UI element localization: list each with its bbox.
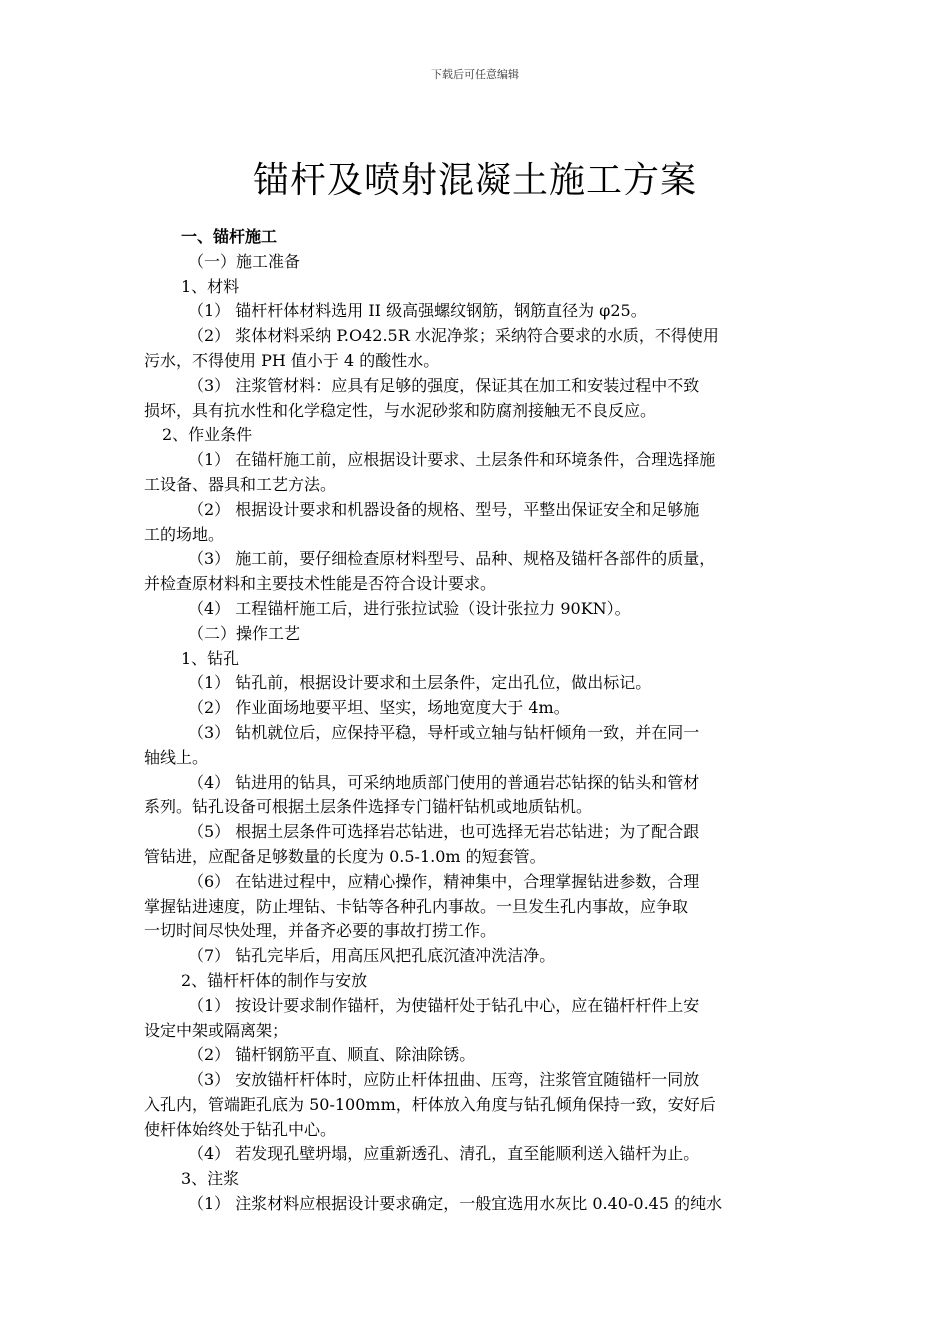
paragraph-line: （2） 浆体材料采纳 P.O42.5R 水泥净浆；采纳符合要求的水质，不得使用 [188, 326, 719, 346]
paragraph-line: 1、材料 [181, 276, 240, 296]
paragraph-line: （2） 根据设计要求和机器设备的规格、型号，平整出保证安全和足够施 [188, 499, 700, 519]
paragraph-line: 设定中架或隔离架； [144, 1020, 289, 1040]
paragraph-line: 污水，不得使用 PH 值小于 4 的酸性水。 [144, 350, 440, 370]
paragraph-line: 2、作业条件 [162, 425, 253, 445]
paragraph-line: （3） 施工前，要仔细检查原材料型号、品种、规格及锚杆各部件的质量， [188, 549, 716, 569]
paragraph-line: 并检查原材料和主要技术性能是否符合设计要求。 [144, 574, 497, 594]
paragraph-line: 轴线上。 [144, 747, 209, 767]
paragraph-line: 入孔内，管端距孔底为 50-100mm，杆体放入角度与钻孔倾角保持一致，安好后 [144, 1094, 716, 1114]
document-body [144, 225, 808, 1217]
paragraph-line: 工设备、器具和工艺方法。 [144, 474, 337, 494]
paragraph-line: （3） 注浆管材料：应具有足够的强度，保证其在加工和安装过程中不致 [188, 375, 700, 395]
paragraph-line: 使杆体始终处于钻孔中心。 [144, 1119, 337, 1139]
paragraph-line: （4） 钻进用的钻具，可采纳地质部门使用的普通岩芯钻探的钻头和管材 [188, 772, 700, 792]
paragraph-line: （1） 注浆材料应根据设计要求确定，一般宜选用水灰比 0.40-0.45 的纯水 [188, 1194, 723, 1214]
paragraph-line: 3、注浆 [181, 1169, 240, 1189]
paragraph-line: （2） 锚杆钢筋平直、顺直、除油除锈。 [188, 1045, 476, 1065]
document-title: 锚杆及喷射混凝土施工方案 [252, 160, 697, 202]
paragraph-line: 掌握钻进速度，防止埋钻、卡钻等各种孔内事故。一旦发生孔内事故，应争取 [144, 896, 689, 916]
paragraph-line: （一）施工准备 [188, 251, 301, 271]
paragraph-line: （3） 安放锚杆杆体时，应防止杆体扭曲、压弯，注浆管宜随锚杆一同放 [188, 1070, 700, 1090]
paragraph-line: 一、锚杆施工 [181, 227, 278, 246]
paragraph-line: （5） 根据土层条件可选择岩芯钻进，也可选择无岩芯钻进；为了配合跟 [188, 822, 700, 842]
paragraph-line: （二）操作工艺 [188, 623, 301, 643]
paragraph-line: 2、锚杆杆体的制作与安放 [181, 970, 368, 990]
paragraph-line: （3） 钻机就位后，应保持平稳，导杆或立轴与钻杆倾角一致，并在同一 [188, 722, 700, 742]
paragraph-line: 管钻进，应配备足够数量的长度为 0.5-1.0m 的短套管。 [144, 846, 546, 866]
paragraph-line: （1） 锚杆杆体材料选用 II 级高强螺纹钢筋，钢筋直径为 φ25。 [188, 301, 647, 321]
paragraph-line: （1） 在锚杆施工前，应根据设计要求、土层条件和环境条件，合理选择施 [188, 450, 716, 470]
paragraph-line: 损坏，具有抗水性和化学稳定性，与水泥砂浆和防腐剂接触无不良反应。 [144, 400, 657, 420]
paragraph-line: （2） 作业面场地要平坦、坚实，场地宽度大于 4m。 [188, 698, 570, 718]
paragraph-line: 系列。钻孔设备可根据土层条件选择专门锚杆钻机或地质钻机。 [144, 797, 593, 817]
page-header: 下载后可任意编辑 [431, 68, 519, 81]
paragraph-line: （7） 钻孔完毕后，用高压风把孔底沉渣冲洗洁净。 [188, 946, 556, 966]
paragraph-line: （6） 在钻进过程中，应精心操作，精神集中，合理掌握钻进参数，合理 [188, 871, 700, 891]
paragraph-line: 一切时间尽快处理，并备齐必要的事故打捞工作。 [144, 921, 497, 941]
paragraph-line: （4） 工程锚杆施工后，进行张拉试验（设计张拉力 90KN）。 [188, 598, 631, 618]
paragraph-line: （1） 按设计要求制作锚杆，为使锚杆处于钻孔中心，应在锚杆杆件上安 [188, 995, 700, 1015]
paragraph-line: 工的场地。 [144, 524, 225, 544]
paragraph-line: 1、钻孔 [181, 648, 240, 668]
paragraph-line: （4） 若发现孔壁坍塌，应重新透孔、清孔，直至能顺利送入锚杆为止。 [188, 1144, 700, 1164]
paragraph-line: （1） 钻孔前，根据设计要求和土层条件，定出孔位，做出标记。 [188, 673, 652, 693]
